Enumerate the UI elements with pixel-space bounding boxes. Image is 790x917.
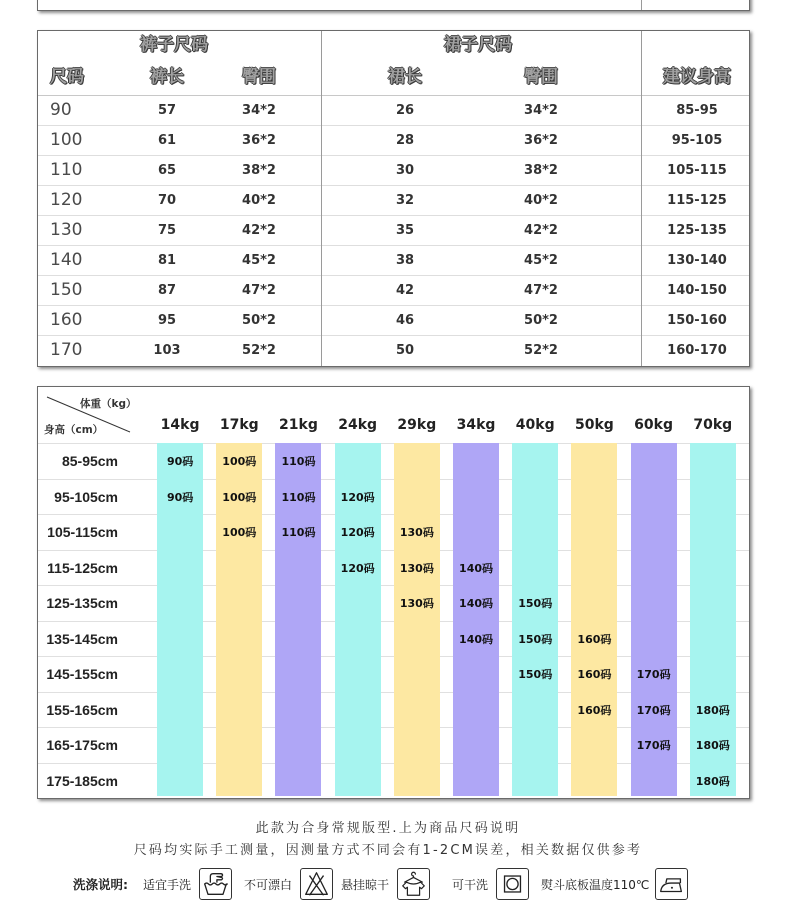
weight-column-header: 14kg	[160, 417, 200, 433]
size-cell-suggested-height: 95-105	[671, 133, 723, 148]
size-cell-pants-length: 57	[157, 103, 177, 118]
size-cell-skirt-length: 38	[395, 253, 415, 268]
size-cell-size: 90	[50, 100, 72, 120]
size-recommendation: 180码	[695, 739, 730, 753]
dry-clean-icon	[496, 868, 529, 900]
size-cell-pants-hip: 42*2	[242, 223, 276, 238]
size-recommendation: 150码	[518, 668, 553, 682]
size-cell-size: 140	[50, 250, 83, 270]
size-column-header: 尺码	[50, 67, 84, 87]
size-cell-skirt-hip: 42*2	[524, 223, 558, 238]
size-cell-suggested-height: 160-170	[667, 343, 727, 358]
skirt-hip-column-header: 臀围	[524, 67, 558, 87]
size-row	[38, 216, 749, 246]
size-cell-skirt-length: 35	[395, 223, 415, 238]
size-recommendation: 90码	[166, 490, 194, 504]
size-cell-skirt-hip: 36*2	[524, 133, 558, 148]
weight-column-header: 34kg	[456, 417, 496, 433]
size-recommendation: 110码	[281, 490, 316, 504]
size-recommendation: 120码	[340, 490, 375, 504]
measurement-note: 尺码均实际手工测量，因测量方式不同会有1-2CM误差，相关数据仅供参考	[133, 843, 643, 858]
size-row	[38, 96, 749, 126]
height-row-label: 165-175cm	[46, 737, 118, 754]
size-recommendation: 170码	[636, 739, 671, 753]
size-recommendation: 90码	[166, 455, 194, 469]
size-cell-pants-length: 81	[157, 253, 177, 268]
pants-length-column-header: 裤长	[150, 67, 184, 87]
height-row-label: 135-145cm	[46, 630, 118, 647]
size-cell-size: 160	[50, 310, 83, 330]
color-band	[512, 443, 558, 796]
size-cell-pants-hip: 40*2	[242, 193, 276, 208]
size-cell-skirt-hip: 50*2	[524, 313, 558, 328]
size-recommendation: 100码	[222, 455, 257, 469]
column-divider	[641, 0, 642, 10]
size-cell-pants-length: 70	[157, 193, 177, 208]
size-cell-pants-length: 103	[153, 343, 181, 358]
size-row	[38, 336, 749, 366]
size-cell-pants-hip: 47*2	[242, 283, 276, 298]
care-label-dry-clean: 可干洗	[452, 878, 489, 892]
size-cell-skirt-hip: 52*2	[524, 343, 558, 358]
column-divider	[641, 31, 642, 366]
size-recommendation: 100码	[222, 526, 257, 540]
fit-table-header	[38, 387, 749, 443]
color-band	[571, 443, 617, 796]
hang-dry-icon	[397, 868, 430, 900]
no-bleach-icon	[300, 868, 333, 900]
care-label-hand-wash: 适宜手洗	[143, 878, 192, 892]
size-cell-pants-length: 65	[157, 163, 177, 178]
weight-column-header: 21kg	[279, 417, 318, 433]
size-row	[38, 306, 749, 336]
size-cell-skirt-length: 50	[395, 343, 415, 358]
weight-column-header: 24kg	[338, 417, 378, 433]
weight-column-header: 40kg	[515, 417, 555, 433]
size-recommendation: 140码	[459, 632, 494, 646]
size-recommendation: 130码	[399, 561, 434, 575]
size-cell-skirt-length: 42	[395, 283, 415, 298]
size-cell-pants-hip: 45*2	[242, 253, 276, 268]
size-recommendation: 130码	[399, 597, 434, 611]
size-recommendation: 130码	[399, 526, 434, 540]
size-table-body	[38, 96, 749, 366]
iron-icon	[655, 868, 688, 900]
size-cell-size: 130	[50, 220, 83, 240]
size-cell-pants-length: 75	[157, 223, 177, 238]
weight-column-header: 70kg	[693, 417, 733, 433]
size-recommendation: 140码	[459, 597, 494, 611]
size-cell-pants-length: 61	[157, 133, 177, 148]
size-recommendation: 160码	[577, 703, 612, 717]
size-recommendation: 110码	[281, 526, 316, 540]
size-cell-pants-length: 87	[157, 283, 177, 298]
size-table	[37, 30, 750, 367]
size-cell-size: 120	[50, 190, 83, 210]
size-cell-pants-length: 95	[157, 313, 177, 328]
weight-column-header: 17kg	[219, 417, 259, 433]
skirt-length-column-header: 裙长	[388, 67, 422, 87]
height-row-label: 125-135cm	[46, 595, 118, 612]
size-recommendation: 150码	[518, 632, 553, 646]
weight-column-header: 60kg	[634, 417, 673, 433]
pants-hip-column-header: 臀围	[242, 67, 276, 87]
care-label-hang-dry: 悬挂晾干	[341, 878, 390, 892]
size-cell-suggested-height: 115-125	[667, 193, 727, 208]
size-recommendation: 140码	[459, 561, 494, 575]
height-row-label: 105-115cm	[47, 524, 118, 541]
size-row	[38, 186, 749, 216]
suggested-height-column-header: 建议身高	[663, 67, 731, 87]
size-cell-skirt-length: 46	[395, 313, 415, 328]
size-cell-suggested-height: 130-140	[667, 253, 727, 268]
size-cell-pants-hip: 52*2	[242, 343, 276, 358]
height-row-label: 95-105cm	[54, 488, 118, 505]
care-label-iron: 熨斗底板温度110℃	[541, 878, 650, 892]
size-row	[38, 246, 749, 276]
size-cell-skirt-length: 30	[395, 163, 415, 178]
height-row-label: 145-155cm	[46, 666, 118, 683]
size-row	[38, 126, 749, 156]
size-cell-size: 170	[50, 340, 83, 360]
previous-table-edge	[37, 0, 750, 11]
height-row-label: 115-125cm	[47, 559, 118, 576]
size-cell-pants-hip: 38*2	[242, 163, 276, 178]
size-cell-pants-hip: 36*2	[242, 133, 276, 148]
size-cell-skirt-hip: 45*2	[524, 253, 558, 268]
size-recommendation: 150码	[518, 597, 553, 611]
height-row-label: 85-95cm	[61, 453, 118, 470]
size-cell-suggested-height: 150-160	[667, 313, 727, 328]
size-cell-suggested-height: 105-115	[667, 163, 727, 178]
size-recommendation: 120码	[340, 561, 375, 575]
skirt-size-group-header: 裙子尺码	[444, 35, 512, 55]
color-band	[394, 443, 440, 796]
pants-size-group-header: 裤子尺码	[140, 35, 208, 55]
color-band	[453, 443, 499, 796]
size-cell-skirt-length: 26	[395, 103, 415, 118]
fit-note: 此款为合身常规版型.上为商品尺码说明	[255, 821, 521, 836]
size-cell-skirt-hip: 47*2	[524, 283, 558, 298]
size-recommendation: 180码	[695, 703, 730, 717]
size-table-header	[38, 31, 749, 96]
diagonal-header-cell	[38, 387, 151, 443]
height-row-label: 155-165cm	[46, 701, 118, 718]
size-cell-skirt-length: 28	[395, 133, 415, 148]
size-cell-skirt-length: 32	[395, 193, 415, 208]
height-axis-label: 身高（cm）	[44, 424, 104, 436]
size-cell-skirt-hip: 40*2	[524, 193, 558, 208]
size-row	[38, 156, 749, 186]
size-cell-size: 110	[50, 160, 83, 180]
size-cell-size: 100	[50, 130, 83, 150]
weight-height-table	[37, 386, 750, 799]
column-divider	[321, 31, 322, 366]
weight-column-header: 50kg	[574, 417, 614, 433]
size-cell-suggested-height: 85-95	[676, 103, 718, 118]
size-recommendation: 160码	[577, 668, 612, 682]
size-cell-pants-hip: 50*2	[242, 313, 276, 328]
size-recommendation: 180码	[695, 774, 730, 788]
size-recommendation: 160码	[577, 632, 612, 646]
size-cell-skirt-hip: 34*2	[524, 103, 558, 118]
care-title: 洗涤说明:	[73, 877, 128, 892]
size-recommendation: 170码	[636, 703, 671, 717]
size-cell-pants-hip: 34*2	[242, 103, 276, 118]
care-label-no-bleach: 不可漂白	[244, 878, 293, 892]
height-row-label: 175-185cm	[46, 772, 118, 789]
size-recommendation: 120码	[340, 526, 375, 540]
weight-column-header: 29kg	[397, 417, 437, 433]
hand-wash-icon	[199, 868, 232, 900]
size-row	[38, 276, 749, 306]
size-recommendation: 100码	[222, 490, 257, 504]
size-cell-suggested-height: 125-135	[667, 223, 727, 238]
size-recommendation: 170码	[636, 668, 671, 682]
size-cell-suggested-height: 140-150	[667, 283, 727, 298]
size-cell-size: 150	[50, 280, 83, 300]
size-cell-skirt-hip: 38*2	[524, 163, 558, 178]
weight-axis-label: 体重（kg）	[80, 398, 137, 410]
size-recommendation: 110码	[281, 455, 316, 469]
